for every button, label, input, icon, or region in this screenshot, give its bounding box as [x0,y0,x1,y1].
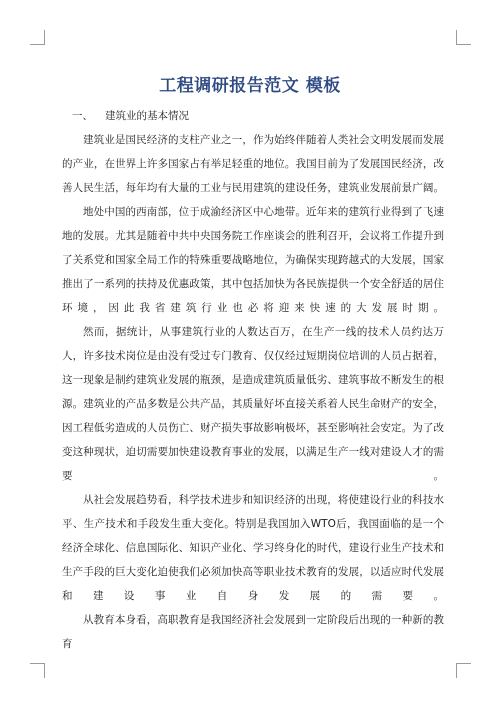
paragraph-1: 建筑业是国民经济的支柱产业之一，作为始终伴随着人类社会文明发展而发展的产业，在世界上许多国家占有举足轻重的地位。我国目前为了发展国民经济，改善人民生活，每年均有大量的工业与民用建筑的建设任务，建筑业发展前景广阔。 [62,134,444,194]
crop-mark-bottom-right [456,663,471,678]
section-heading-text: 建筑业的基本情况 [105,110,189,122]
section-number: 一、 [72,110,93,122]
document-body [62,104,444,650]
paragraph-5: 从教育本身看，高职教育是我国经济社会发展到一定阶段后出现的一种新的教育 [62,614,444,650]
crop-mark-top-right [456,30,471,45]
paragraph-3: 然而，据统计，从事建筑行业的人数达百万，在生产一线的技术人员约达万人，许多技术岗位是由没有受过专门教育、仅仅经过短期岗位培训的人员占据着，这一现象是制约建筑业发展的瓶颈，是造成建筑质量低劣、建筑事故不断发生的根源。建筑业的产品多数是公共产品，其质量好坏直接关系着人民生命财产的安全，因工程低劣造成的人员伤亡、财产损失事故影响极坏，甚至影响社会安定。为了改变这种现状，迫切需要加快建设教育事业的发展，以满足生产一线对建设人才的需要。 [62,326,444,482]
document-title: 工程调研报告范文 模板 [159,76,341,97]
paragraph-4: 从社会发展趋势看，科学技术进步和知识经济的出现，将使建设行业的科技水平、生产技术和手段发生重大变化。特别是我国加入WTO后，我国面临的是一个经济全球化、信息国际化、知识产业化、学习终身化的时代，建设行业生产技术和生产手段的巨大变化迫使我们必须加快高等职业技术教育的发展，以适应时代发展和建设事业自身发展的需要。 [62,494,444,602]
section-heading [62,104,444,128]
paragraph-2: 地处中国的西南部，位于成渝经济区中心地带。近年来的建筑行业得到了飞速地的发展。尤其是随着中共中央国务院工作座谈会的胜利召开，会议将工作提升到了关系党和国家全局工作的特殊重要战略地位，为确保实现跨越式的大发展，国家推出了一系列的扶持及优惠政策，其中包括加快为各民族提供一个安全舒适的居住环境，因此我省建筑行业也必将迎来快速的大发展时期。 [62,206,444,314]
crop-mark-top-left [30,30,45,45]
crop-mark-bottom-left [30,663,45,678]
